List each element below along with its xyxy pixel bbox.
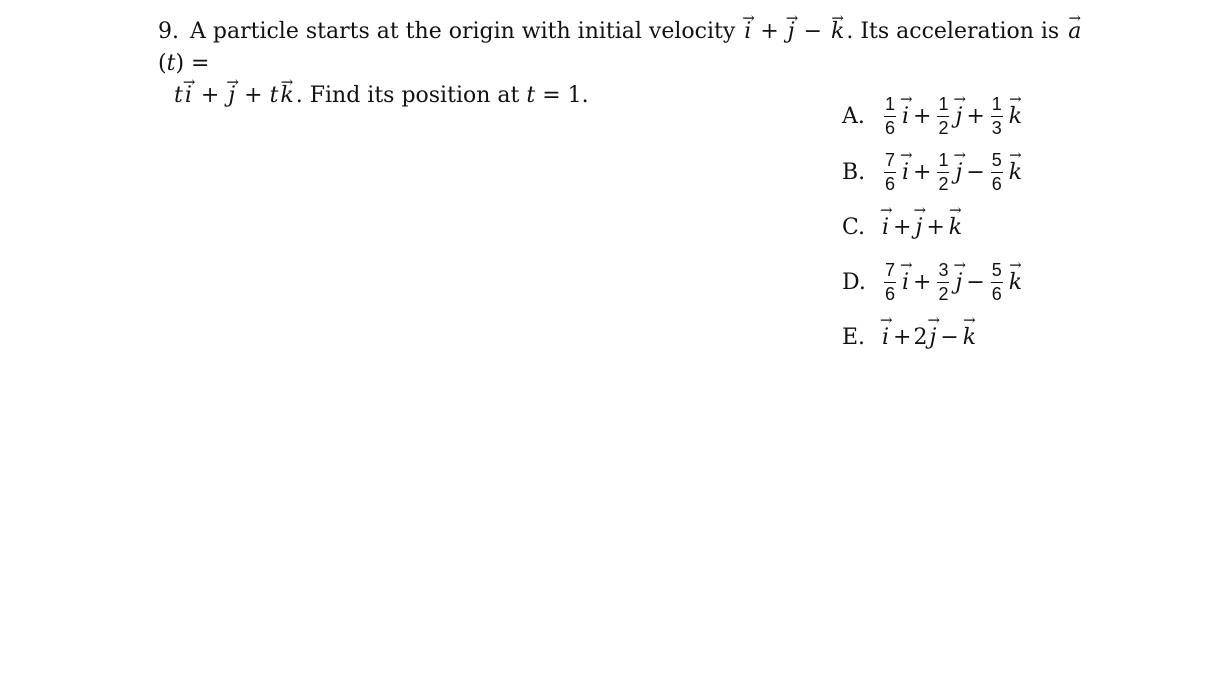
choice-b[interactable]: B. $\frac{7}{6}$ → i + $\frac{1}{2}$ → j − $\frac{5}{6}$ → k bbox=[842, 144, 1024, 200]
choice-d-frac-k: $\frac{5}{6}$ bbox=[991, 259, 1002, 304]
choice-b-frac-j: $\frac{1}{2}$ bbox=[938, 149, 949, 194]
choice-a-frac-k: $\frac{1}{3}$ bbox=[991, 93, 1002, 138]
problem-text-a: A particle starts at the origin with initial velocity bbox=[190, 19, 736, 44]
choice-d[interactable]: D. $\frac{7}{6}$ → i + $\frac{3}{2}$ → j − $\frac{5}{6}$ → k bbox=[842, 254, 1024, 310]
time-value: = 1. bbox=[542, 83, 589, 108]
answer-choices bbox=[842, 88, 1024, 364]
choice-e-expression: → i +2→ j −→ k bbox=[880, 325, 978, 350]
choice-a-frac-j: $\frac{1}{2}$ bbox=[938, 93, 949, 138]
choice-b-frac-i: $\frac{7}{6}$ bbox=[884, 149, 895, 194]
choice-a[interactable]: A. $\frac{1}{6}$ → i + $\frac{1}{2}$ → j + $\frac{1}{3}$ → k bbox=[842, 88, 1024, 144]
choice-b-frac-k: $\frac{5}{6}$ bbox=[991, 149, 1002, 194]
problem-text-c: . Find its position at bbox=[295, 83, 520, 108]
problem-line-1: 9. A particle starts at the origin with initial velocity → i + → j − → k. Its acceleration is → a(t) = bbox=[158, 16, 1098, 80]
choice-d-frac-j: $\frac{3}{2}$ bbox=[938, 259, 949, 304]
choice-c[interactable] bbox=[842, 200, 1024, 254]
choice-e-letter: E. bbox=[842, 324, 866, 350]
problem-number: 9. bbox=[158, 19, 179, 44]
choice-d-frac-i: $\frac{7}{6}$ bbox=[884, 259, 895, 304]
choice-a-frac-i: $\frac{1}{6}$ bbox=[884, 93, 895, 138]
problem-text-b: . Its acceleration is bbox=[846, 19, 1060, 44]
choice-a-letter: A. bbox=[842, 103, 865, 129]
choice-d-letter: D. bbox=[842, 269, 866, 295]
choice-c-expression: → i +→ j +→ k bbox=[880, 215, 964, 240]
problem-line-2: t→ i + → j + t→ k. Find its position at t = 1. bbox=[158, 80, 1098, 112]
time-variable: t bbox=[526, 83, 536, 108]
choice-b-letter: B. bbox=[842, 159, 866, 185]
choice-e[interactable] bbox=[842, 310, 1024, 364]
choice-c-letter: C. bbox=[842, 214, 866, 240]
